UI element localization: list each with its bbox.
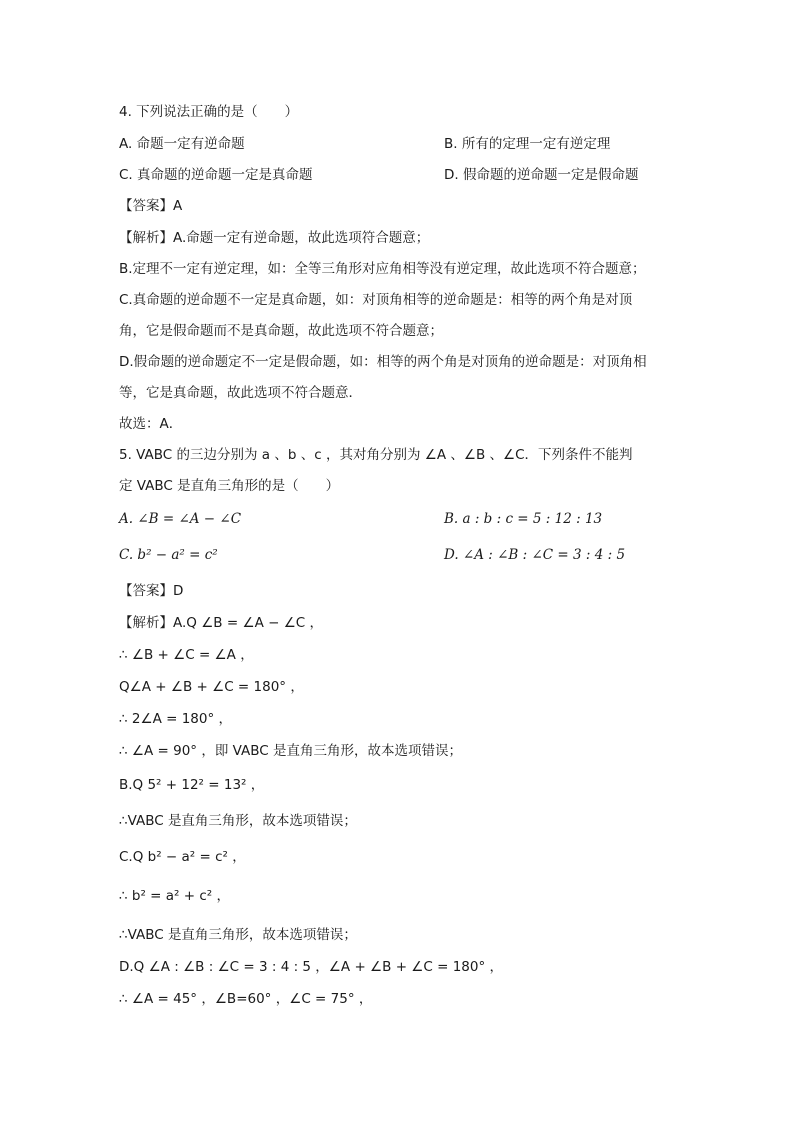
q4-option-a: A. 命题一定有逆命题 bbox=[119, 136, 245, 152]
q4-option-d: D. 假命题的逆命题一定是假命题 bbox=[444, 167, 639, 183]
q5-option-c: C. b² − a² = c² bbox=[119, 547, 218, 563]
q5-analysis-line: ∴ 2∠A = 180° ， bbox=[119, 711, 233, 727]
q5-stem-line-2: 定 VABC 是直角三角形的是（ ） bbox=[119, 478, 340, 494]
q5-analysis-line: ∴VABC 是直角三角形，故本选项错误； bbox=[119, 813, 357, 829]
q4-analysis-line: 角，它是假命题而不是真命题，故此选项不符合题意； bbox=[119, 323, 443, 339]
q5-analysis-line: 【解析】A.Q ∠B = ∠A − ∠C ， bbox=[119, 615, 324, 631]
q5-analysis-line: ∴ ∠A = 90° ，即 VABC 是直角三角形，故本选项错误； bbox=[119, 743, 462, 759]
q4-analysis-line: C.真命题的逆命题不一定是真命题，如：对顶角相等的逆命题是：相等的两个角是对顶 bbox=[119, 292, 633, 308]
q4-option-b: B. 所有的定理一定有逆定理 bbox=[444, 136, 611, 152]
q5-analysis-line: C.Q b² − a² = c² ， bbox=[119, 849, 246, 865]
q4-stem: 4. 下列说法正确的是（ ） bbox=[119, 104, 299, 120]
q5-analysis-line: ∴VABC 是直角三角形，故本选项错误； bbox=[119, 927, 357, 943]
q5-analysis-line: ∴ ∠B + ∠C = ∠A ， bbox=[119, 647, 254, 663]
q4-analysis-line: 等，它是真命题，故此选项不符合题意． bbox=[119, 385, 362, 401]
q5-analysis-line: D.Q ∠A : ∠B : ∠C = 3 : 4 : 5 ，∠A + ∠B + ∠C = 180° ， bbox=[119, 959, 504, 975]
q5-analysis-line: B.Q 5² + 12² = 13² ， bbox=[119, 777, 265, 793]
q4-answer: 【答案】A bbox=[119, 198, 183, 214]
q5-analysis-line: ∴ b² = a² + c² ， bbox=[119, 888, 230, 904]
q5-analysis-line: ∴ ∠A = 45° ，∠B=60° ，∠C = 75° ， bbox=[119, 991, 373, 1007]
q4-option-c: C. 真命题的逆命题一定是真命题 bbox=[119, 167, 313, 183]
q5-answer: 【答案】D bbox=[119, 583, 184, 599]
q5-analysis-line: Q∠A + ∠B + ∠C = 180° ， bbox=[119, 679, 304, 695]
q4-analysis-line: B.定理不一定有逆定理，如：全等三角形对应角相等没有逆定理，故此选项不符合题意； bbox=[119, 261, 646, 277]
q4-analysis-line: 【解析】A.命题一定有逆命题，故此选项符合题意； bbox=[119, 230, 430, 246]
q5-option-a: A. ∠B = ∠A − ∠C bbox=[119, 511, 242, 527]
q5-option-b: B. a : b : c = 5 : 12 : 13 bbox=[444, 511, 603, 527]
q4-analysis-line: 故选：A． bbox=[119, 416, 183, 432]
q5-stem-line-1: 5. VABC 的三边分别为 a 、b 、c ，其对角分别为 ∠A 、∠B 、∠C．下列条件不能判 bbox=[119, 447, 633, 463]
q5-option-d: D. ∠A : ∠B : ∠C = 3 : 4 : 5 bbox=[444, 547, 626, 563]
q4-analysis-line: D.假命题的逆命题定不一定是假命题，如：相等的两个角是对顶角的逆命题是：对顶角相 bbox=[119, 354, 647, 370]
